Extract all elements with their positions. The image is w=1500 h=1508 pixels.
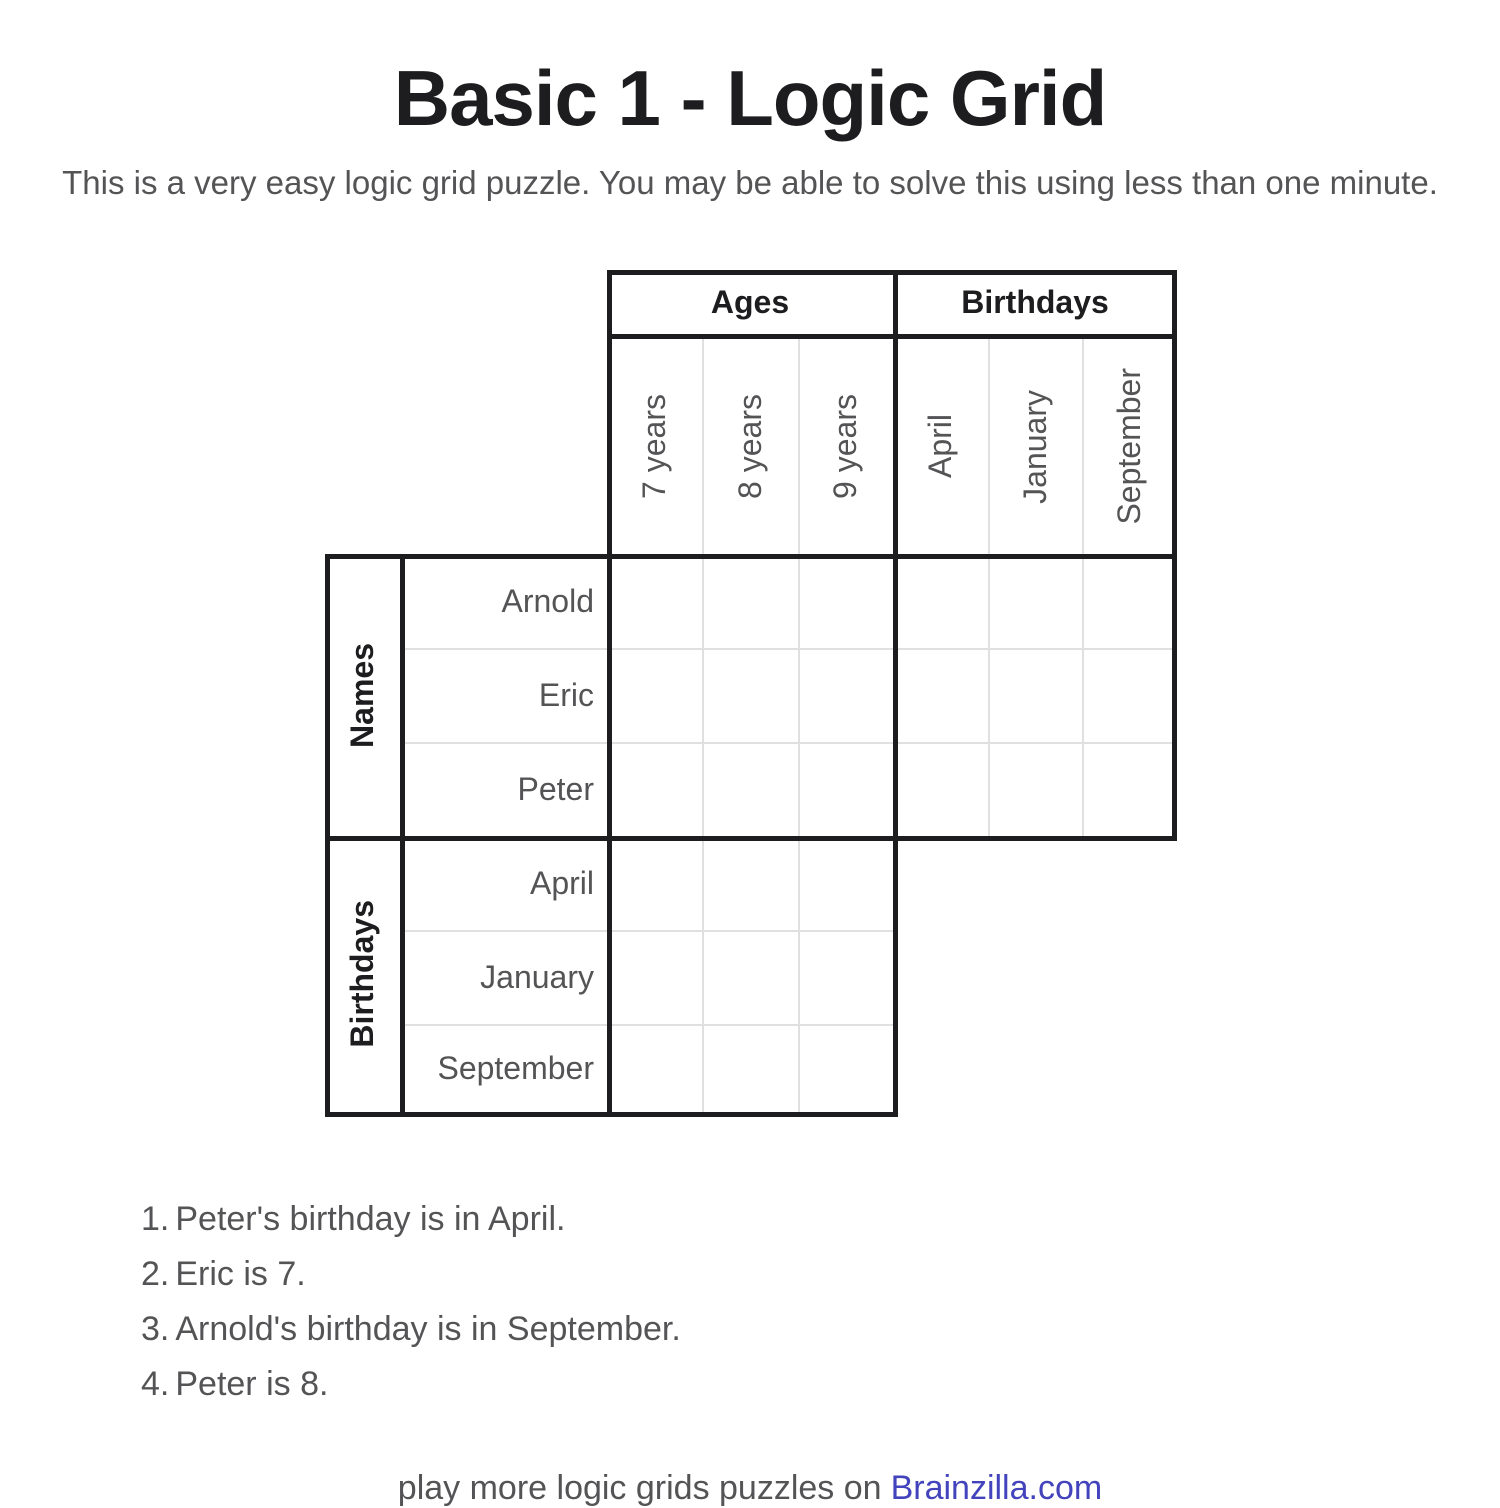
row-group-label: Names: [344, 642, 380, 748]
grid-cell[interactable]: [1082, 554, 1177, 648]
grid-cell[interactable]: [702, 742, 797, 836]
grid-cell[interactable]: [702, 1020, 797, 1112]
clue-item: [141, 1357, 681, 1412]
column-header-label: January: [1016, 389, 1053, 504]
row-header: Eric: [538, 676, 594, 713]
grid-cell[interactable]: [607, 1020, 702, 1112]
grid-cell[interactable]: [702, 554, 797, 648]
clue-item: [141, 1302, 681, 1357]
clue-text: Peter is 8.: [175, 1365, 329, 1403]
grid-cell[interactable]: [988, 648, 1083, 742]
clue-number: 4.: [141, 1365, 170, 1403]
column-header-label: 7 years: [636, 394, 672, 499]
logic-grid-puzzle: [325, 270, 1177, 1118]
grid-cell[interactable]: [988, 554, 1083, 648]
footer-text: play more logic grids puzzles on: [397, 1469, 882, 1507]
grid-cell[interactable]: [607, 742, 702, 836]
grid-names-ages: [607, 554, 893, 836]
brainzilla-link[interactable]: Brainzilla.com: [890, 1469, 1103, 1507]
row-header: April: [529, 864, 594, 901]
column-header: [702, 339, 798, 554]
clue-number: 1.: [141, 1200, 170, 1238]
page-subtitle: This is a very easy logic grid puzzle. You may be able to solve this using less than one minute.: [62, 164, 1438, 201]
grid-cell[interactable]: [798, 742, 893, 836]
clue-item: [141, 1247, 681, 1302]
row-header: Arnold: [501, 582, 594, 619]
grid-cell[interactable]: [798, 836, 893, 928]
column-header-label: September: [1111, 368, 1147, 525]
clues-list: [141, 1192, 681, 1412]
grid-cell[interactable]: [798, 554, 893, 648]
grid-cell[interactable]: [893, 742, 988, 836]
clue-number: 3.: [141, 1310, 170, 1348]
grid-cell[interactable]: [607, 836, 702, 928]
grid-names-birthdays: [893, 554, 1177, 836]
row-header: Peter: [517, 770, 594, 807]
grid-birthdays-ages: [607, 836, 893, 1112]
clue-item: [141, 1192, 681, 1247]
grid-cell[interactable]: [702, 648, 797, 742]
clue-text: Arnold's birthday is in September.: [175, 1310, 681, 1348]
column-header: [1082, 339, 1177, 554]
column-header-label: 9 years: [827, 394, 863, 499]
column-header-label: April: [922, 414, 958, 479]
row-group-label: Birthdays: [344, 900, 380, 1048]
column-header: [798, 339, 893, 554]
grid-cell[interactable]: [798, 648, 893, 742]
grid-border: [325, 1112, 898, 1117]
grid-cell[interactable]: [1082, 648, 1177, 742]
grid-cell[interactable]: [607, 648, 702, 742]
clue-text: Eric is 7.: [175, 1255, 306, 1293]
grid-cell[interactable]: [893, 648, 988, 742]
row-header: January: [480, 958, 594, 995]
grid-cell[interactable]: [1082, 742, 1177, 836]
grid-cell[interactable]: [798, 1020, 893, 1112]
row-header: September: [437, 1049, 594, 1086]
clue-text: Peter's birthday is in April.: [175, 1200, 566, 1238]
column-header: [988, 339, 1082, 554]
footer: [0, 1469, 1500, 1508]
grid-cell[interactable]: [702, 928, 797, 1020]
grid-cell[interactable]: [607, 554, 702, 648]
column-group-label-ages: Ages: [710, 283, 790, 320]
row-group-label-birthdays: [325, 836, 400, 1112]
column-header: [893, 339, 988, 554]
column-header-label: 8 years: [731, 394, 768, 499]
grid-cell[interactable]: [607, 928, 702, 1020]
grid-cell[interactable]: [702, 836, 797, 928]
grid-cell[interactable]: [798, 928, 893, 1020]
grid-cell[interactable]: [988, 742, 1083, 836]
column-group-label-birthdays: Birthdays: [961, 283, 1109, 320]
page-title: Basic 1 - Logic Grid: [393, 54, 1107, 142]
grid-cell[interactable]: [893, 554, 988, 648]
column-header: [607, 339, 702, 554]
row-group-label-names: [325, 554, 400, 836]
clue-number: 2.: [141, 1255, 170, 1293]
